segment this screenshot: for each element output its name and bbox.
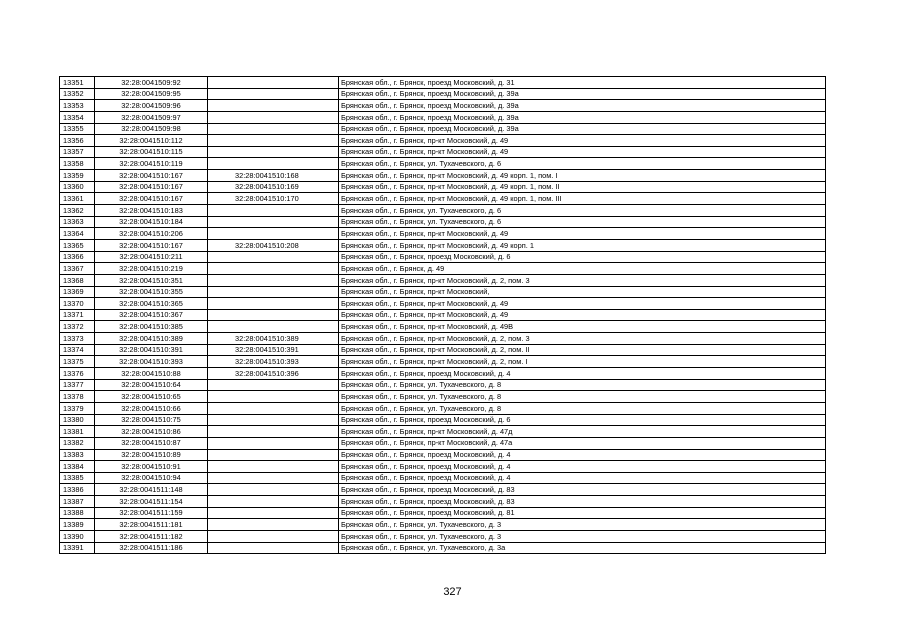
parent-cadastral-number-cell (208, 158, 339, 170)
parent-cadastral-number-cell (208, 298, 339, 310)
address-cell: Брянская обл., г. Брянск, пр-кт Московский, д. 49 корп. 1 (339, 239, 826, 251)
cadastral-number-cell: 32:28:0041511:159 (95, 507, 208, 519)
cadastral-number-cell: 32:28:0041510:367 (95, 309, 208, 321)
parent-cadastral-number-cell (208, 496, 339, 508)
parent-cadastral-number-cell (208, 309, 339, 321)
address-cell: Брянская обл., г. Брянск, пр-кт Московский, д. 49 корп. 1, пом. II (339, 181, 826, 193)
cadastral-number-cell: 32:28:0041510:206 (95, 228, 208, 240)
table-row (60, 228, 826, 240)
cadastral-number-cell: 32:28:0041510:385 (95, 321, 208, 333)
address-cell: Брянская обл., г. Брянск, проезд Московский, д. 83 (339, 496, 826, 508)
table-row (60, 77, 826, 89)
row-number-cell: 13377 (60, 379, 95, 391)
parent-cadastral-number-cell (208, 472, 339, 484)
parent-cadastral-number-cell (208, 205, 339, 217)
cadastral-number-cell: 32:28:0041510:389 (95, 333, 208, 345)
parent-cadastral-number-cell (208, 274, 339, 286)
parent-cadastral-number-cell (208, 286, 339, 298)
address-cell: Брянская обл., г. Брянск, пр-кт Московский, д. 49 (339, 146, 826, 158)
row-number-cell: 13360 (60, 181, 95, 193)
cadastral-number-cell: 32:28:0041510:391 (95, 344, 208, 356)
table-row (60, 391, 826, 403)
parent-cadastral-number-cell: 32:28:0041510:396 (208, 368, 339, 380)
cadastral-number-cell: 32:28:0041510:393 (95, 356, 208, 368)
address-cell: Брянская обл., г. Брянск, проезд Московский, д. 6 (339, 251, 826, 263)
cadastral-number-cell: 32:28:0041509:98 (95, 123, 208, 135)
row-number-cell: 13375 (60, 356, 95, 368)
table-row (60, 356, 826, 368)
cadastral-number-cell: 32:28:0041511:154 (95, 496, 208, 508)
row-number-cell: 13362 (60, 205, 95, 217)
parent-cadastral-number-cell (208, 228, 339, 240)
address-cell: Брянская обл., г. Брянск, проезд Московский, д. 39а (339, 111, 826, 123)
parent-cadastral-number-cell (208, 379, 339, 391)
table-row (60, 309, 826, 321)
table-row (60, 181, 826, 193)
cadastral-number-cell: 32:28:0041510:167 (95, 239, 208, 251)
address-cell: Брянская обл., г. Брянск, проезд Московский, д. 83 (339, 484, 826, 496)
table-row (60, 484, 826, 496)
address-cell: Брянская обл., г. Брянск, ул. Тухачевского, д. 3 (339, 519, 826, 531)
cadastral-number-cell: 32:28:0041509:97 (95, 111, 208, 123)
registry-table-body (60, 77, 826, 554)
address-cell: Брянская обл., г. Брянск, ул. Тухачевского, д. 6 (339, 158, 826, 170)
parent-cadastral-number-cell (208, 530, 339, 542)
address-cell: Брянская обл., г. Брянск, пр-кт Московский, д. 49В (339, 321, 826, 333)
cadastral-number-cell: 32:28:0041510:211 (95, 251, 208, 263)
table-row (60, 449, 826, 461)
cadastral-number-cell: 32:28:0041511:182 (95, 530, 208, 542)
table-row (60, 321, 826, 333)
address-cell: Брянская обл., г. Брянск, пр-кт Московский, д. 2, пом. 3 (339, 274, 826, 286)
table-row (60, 88, 826, 100)
row-number-cell: 13367 (60, 263, 95, 275)
cadastral-number-cell: 32:28:0041511:186 (95, 542, 208, 554)
cadastral-number-cell: 32:28:0041510:167 (95, 170, 208, 182)
table-row (60, 100, 826, 112)
parent-cadastral-number-cell (208, 542, 339, 554)
cadastral-number-cell: 32:28:0041510:94 (95, 472, 208, 484)
table-row (60, 414, 826, 426)
row-number-cell: 13373 (60, 333, 95, 345)
parent-cadastral-number-cell: 32:28:0041510:391 (208, 344, 339, 356)
table-row (60, 146, 826, 158)
parent-cadastral-number-cell: 32:28:0041510:389 (208, 333, 339, 345)
cadastral-number-cell: 32:28:0041510:351 (95, 274, 208, 286)
address-cell: Брянская обл., г. Брянск, д. 49 (339, 263, 826, 275)
parent-cadastral-number-cell: 32:28:0041510:168 (208, 170, 339, 182)
row-number-cell: 13372 (60, 321, 95, 333)
row-number-cell: 13363 (60, 216, 95, 228)
address-cell: Брянская обл., г. Брянск, пр-кт Московский, (339, 286, 826, 298)
address-cell: Брянская обл., г. Брянск, ул. Тухачевского, д. 8 (339, 391, 826, 403)
address-cell: Брянская обл., г. Брянск, ул. Тухачевского, д. 6 (339, 216, 826, 228)
cadastral-number-cell: 32:28:0041510:365 (95, 298, 208, 310)
table-row (60, 542, 826, 554)
row-number-cell: 13369 (60, 286, 95, 298)
row-number-cell: 13354 (60, 111, 95, 123)
parent-cadastral-number-cell (208, 146, 339, 158)
address-cell: Брянская обл., г. Брянск, проезд Московский, д. 4 (339, 461, 826, 473)
parent-cadastral-number-cell (208, 251, 339, 263)
parent-cadastral-number-cell (208, 426, 339, 438)
address-cell: Брянская обл., г. Брянск, ул. Тухачевского, д. 3 (339, 530, 826, 542)
row-number-cell: 13358 (60, 158, 95, 170)
row-number-cell: 13368 (60, 274, 95, 286)
table-row (60, 496, 826, 508)
address-cell: Брянская обл., г. Брянск, ул. Тухачевского, д. 8 (339, 379, 826, 391)
cadastral-number-cell: 32:28:0041510:88 (95, 368, 208, 380)
table-row (60, 472, 826, 484)
parent-cadastral-number-cell (208, 519, 339, 531)
row-number-cell: 13387 (60, 496, 95, 508)
parent-cadastral-number-cell (208, 437, 339, 449)
row-number-cell: 13379 (60, 402, 95, 414)
row-number-cell: 13365 (60, 239, 95, 251)
table-row (60, 274, 826, 286)
address-cell: Брянская обл., г. Брянск, пр-кт Московский, д. 49 корп. 1, пом. III (339, 193, 826, 205)
row-number-cell: 13352 (60, 88, 95, 100)
address-cell: Брянская обл., г. Брянск, ул. Тухачевского, д. 8 (339, 402, 826, 414)
parent-cadastral-number-cell (208, 402, 339, 414)
cadastral-number-cell: 32:28:0041511:181 (95, 519, 208, 531)
row-number-cell: 13378 (60, 391, 95, 403)
table-row (60, 519, 826, 531)
parent-cadastral-number-cell (208, 461, 339, 473)
address-cell: Брянская обл., г. Брянск, пр-кт Московский, д. 2, пом. I (339, 356, 826, 368)
address-cell: Брянская обл., г. Брянск, пр-кт Московский, д. 49 (339, 135, 826, 147)
address-cell: Брянская обл., г. Брянск, пр-кт Московский, д. 49 корп. 1, пом. I (339, 170, 826, 182)
address-cell: Брянская обл., г. Брянск, пр-кт Московский, д. 2, пом. II (339, 344, 826, 356)
row-number-cell: 13359 (60, 170, 95, 182)
cadastral-number-cell: 32:28:0041510:86 (95, 426, 208, 438)
table-row (60, 158, 826, 170)
table-row (60, 239, 826, 251)
cadastral-number-cell: 32:28:0041510:184 (95, 216, 208, 228)
table-row (60, 286, 826, 298)
row-number-cell: 13351 (60, 77, 95, 89)
row-number-cell: 13380 (60, 414, 95, 426)
row-number-cell: 13371 (60, 309, 95, 321)
table-row (60, 298, 826, 310)
parent-cadastral-number-cell (208, 484, 339, 496)
table-row (60, 251, 826, 263)
table-row (60, 530, 826, 542)
address-cell: Брянская обл., г. Брянск, проезд Московский, д. 6 (339, 414, 826, 426)
cadastral-number-cell: 32:28:0041510:119 (95, 158, 208, 170)
table-row (60, 344, 826, 356)
parent-cadastral-number-cell (208, 216, 339, 228)
parent-cadastral-number-cell: 32:28:0041510:169 (208, 181, 339, 193)
parent-cadastral-number-cell: 32:28:0041510:393 (208, 356, 339, 368)
page-number: 327 (443, 586, 462, 598)
cadastral-number-cell: 32:28:0041509:92 (95, 77, 208, 89)
table-row (60, 263, 826, 275)
cadastral-number-cell: 32:28:0041510:219 (95, 263, 208, 275)
address-cell: Брянская обл., г. Брянск, проезд Московский, д. 4 (339, 368, 826, 380)
address-cell: Брянская обл., г. Брянск, проезд Московский, д. 39а (339, 123, 826, 135)
address-cell: Брянская обл., г. Брянск, проезд Московский, д. 31 (339, 77, 826, 89)
cadastral-number-cell: 32:28:0041510:183 (95, 205, 208, 217)
address-cell: Брянская обл., г. Брянск, проезд Московский, д. 39а (339, 100, 826, 112)
row-number-cell: 13366 (60, 251, 95, 263)
address-cell: Брянская обл., г. Брянск, проезд Московский, д. 81 (339, 507, 826, 519)
parent-cadastral-number-cell (208, 449, 339, 461)
parent-cadastral-number-cell: 32:28:0041510:208 (208, 239, 339, 251)
row-number-cell: 13382 (60, 437, 95, 449)
row-number-cell: 13353 (60, 100, 95, 112)
parent-cadastral-number-cell (208, 88, 339, 100)
table-row (60, 368, 826, 380)
address-cell: Брянская обл., г. Брянск, пр-кт Московский, д. 47д (339, 426, 826, 438)
address-cell: Брянская обл., г. Брянск, пр-кт Московский, д. 49 (339, 298, 826, 310)
row-number-cell: 13386 (60, 484, 95, 496)
table-row (60, 170, 826, 182)
table-row (60, 437, 826, 449)
cadastral-number-cell: 32:28:0041510:75 (95, 414, 208, 426)
row-number-cell: 13389 (60, 519, 95, 531)
cadastral-number-cell: 32:28:0041510:112 (95, 135, 208, 147)
table-row (60, 193, 826, 205)
cadastral-number-cell: 32:28:0041510:65 (95, 391, 208, 403)
parent-cadastral-number-cell (208, 111, 339, 123)
row-number-cell: 13355 (60, 123, 95, 135)
cadastral-number-cell: 32:28:0041510:91 (95, 461, 208, 473)
parent-cadastral-number-cell (208, 123, 339, 135)
row-number-cell: 13356 (60, 135, 95, 147)
address-cell: Брянская обл., г. Брянск, пр-кт Московский, д. 2, пом. 3 (339, 333, 826, 345)
row-number-cell: 13374 (60, 344, 95, 356)
parent-cadastral-number-cell (208, 321, 339, 333)
table-row (60, 111, 826, 123)
address-cell: Брянская обл., г. Брянск, ул. Тухачевского, д. 3а (339, 542, 826, 554)
cadastral-number-cell: 32:28:0041510:115 (95, 146, 208, 158)
table-row (60, 135, 826, 147)
parent-cadastral-number-cell (208, 391, 339, 403)
row-number-cell: 13357 (60, 146, 95, 158)
row-number-cell: 13391 (60, 542, 95, 554)
cadastral-number-cell: 32:28:0041510:64 (95, 379, 208, 391)
cadastral-number-cell: 32:28:0041509:96 (95, 100, 208, 112)
parent-cadastral-number-cell: 32:28:0041510:170 (208, 193, 339, 205)
cadastral-number-cell: 32:28:0041510:66 (95, 402, 208, 414)
row-number-cell: 13390 (60, 530, 95, 542)
row-number-cell: 13364 (60, 228, 95, 240)
cadastral-number-cell: 32:28:0041509:95 (95, 88, 208, 100)
row-number-cell: 13361 (60, 193, 95, 205)
row-number-cell: 13388 (60, 507, 95, 519)
table-row (60, 123, 826, 135)
cadastral-number-cell: 32:28:0041510:87 (95, 437, 208, 449)
table-row (60, 402, 826, 414)
row-number-cell: 13381 (60, 426, 95, 438)
table-row (60, 216, 826, 228)
address-cell: Брянская обл., г. Брянск, проезд Московский, д. 4 (339, 472, 826, 484)
table-row (60, 507, 826, 519)
row-number-cell: 13376 (60, 368, 95, 380)
parent-cadastral-number-cell (208, 135, 339, 147)
cadastral-number-cell: 32:28:0041510:167 (95, 181, 208, 193)
parent-cadastral-number-cell (208, 263, 339, 275)
row-number-cell: 13370 (60, 298, 95, 310)
table-row (60, 461, 826, 473)
row-number-cell: 13384 (60, 461, 95, 473)
table-row (60, 379, 826, 391)
registry-table (59, 76, 826, 554)
table-row (60, 333, 826, 345)
cadastral-number-cell: 32:28:0041510:167 (95, 193, 208, 205)
cadastral-number-cell: 32:28:0041510:89 (95, 449, 208, 461)
parent-cadastral-number-cell (208, 100, 339, 112)
row-number-cell: 13385 (60, 472, 95, 484)
cadastral-number-cell: 32:28:0041511:148 (95, 484, 208, 496)
table-row (60, 426, 826, 438)
row-number-cell: 13383 (60, 449, 95, 461)
address-cell: Брянская обл., г. Брянск, проезд Московский, д. 4 (339, 449, 826, 461)
table-row (60, 205, 826, 217)
address-cell: Брянская обл., г. Брянск, пр-кт Московский, д. 49 (339, 309, 826, 321)
address-cell: Брянская обл., г. Брянск, проезд Московский, д. 39а (339, 88, 826, 100)
parent-cadastral-number-cell (208, 507, 339, 519)
address-cell: Брянская обл., г. Брянск, пр-кт Московский, д. 47а (339, 437, 826, 449)
parent-cadastral-number-cell (208, 414, 339, 426)
cadastral-number-cell: 32:28:0041510:355 (95, 286, 208, 298)
parent-cadastral-number-cell (208, 77, 339, 89)
address-cell: Брянская обл., г. Брянск, ул. Тухачевского, д. 6 (339, 205, 826, 217)
address-cell: Брянская обл., г. Брянск, пр-кт Московский, д. 49 (339, 228, 826, 240)
